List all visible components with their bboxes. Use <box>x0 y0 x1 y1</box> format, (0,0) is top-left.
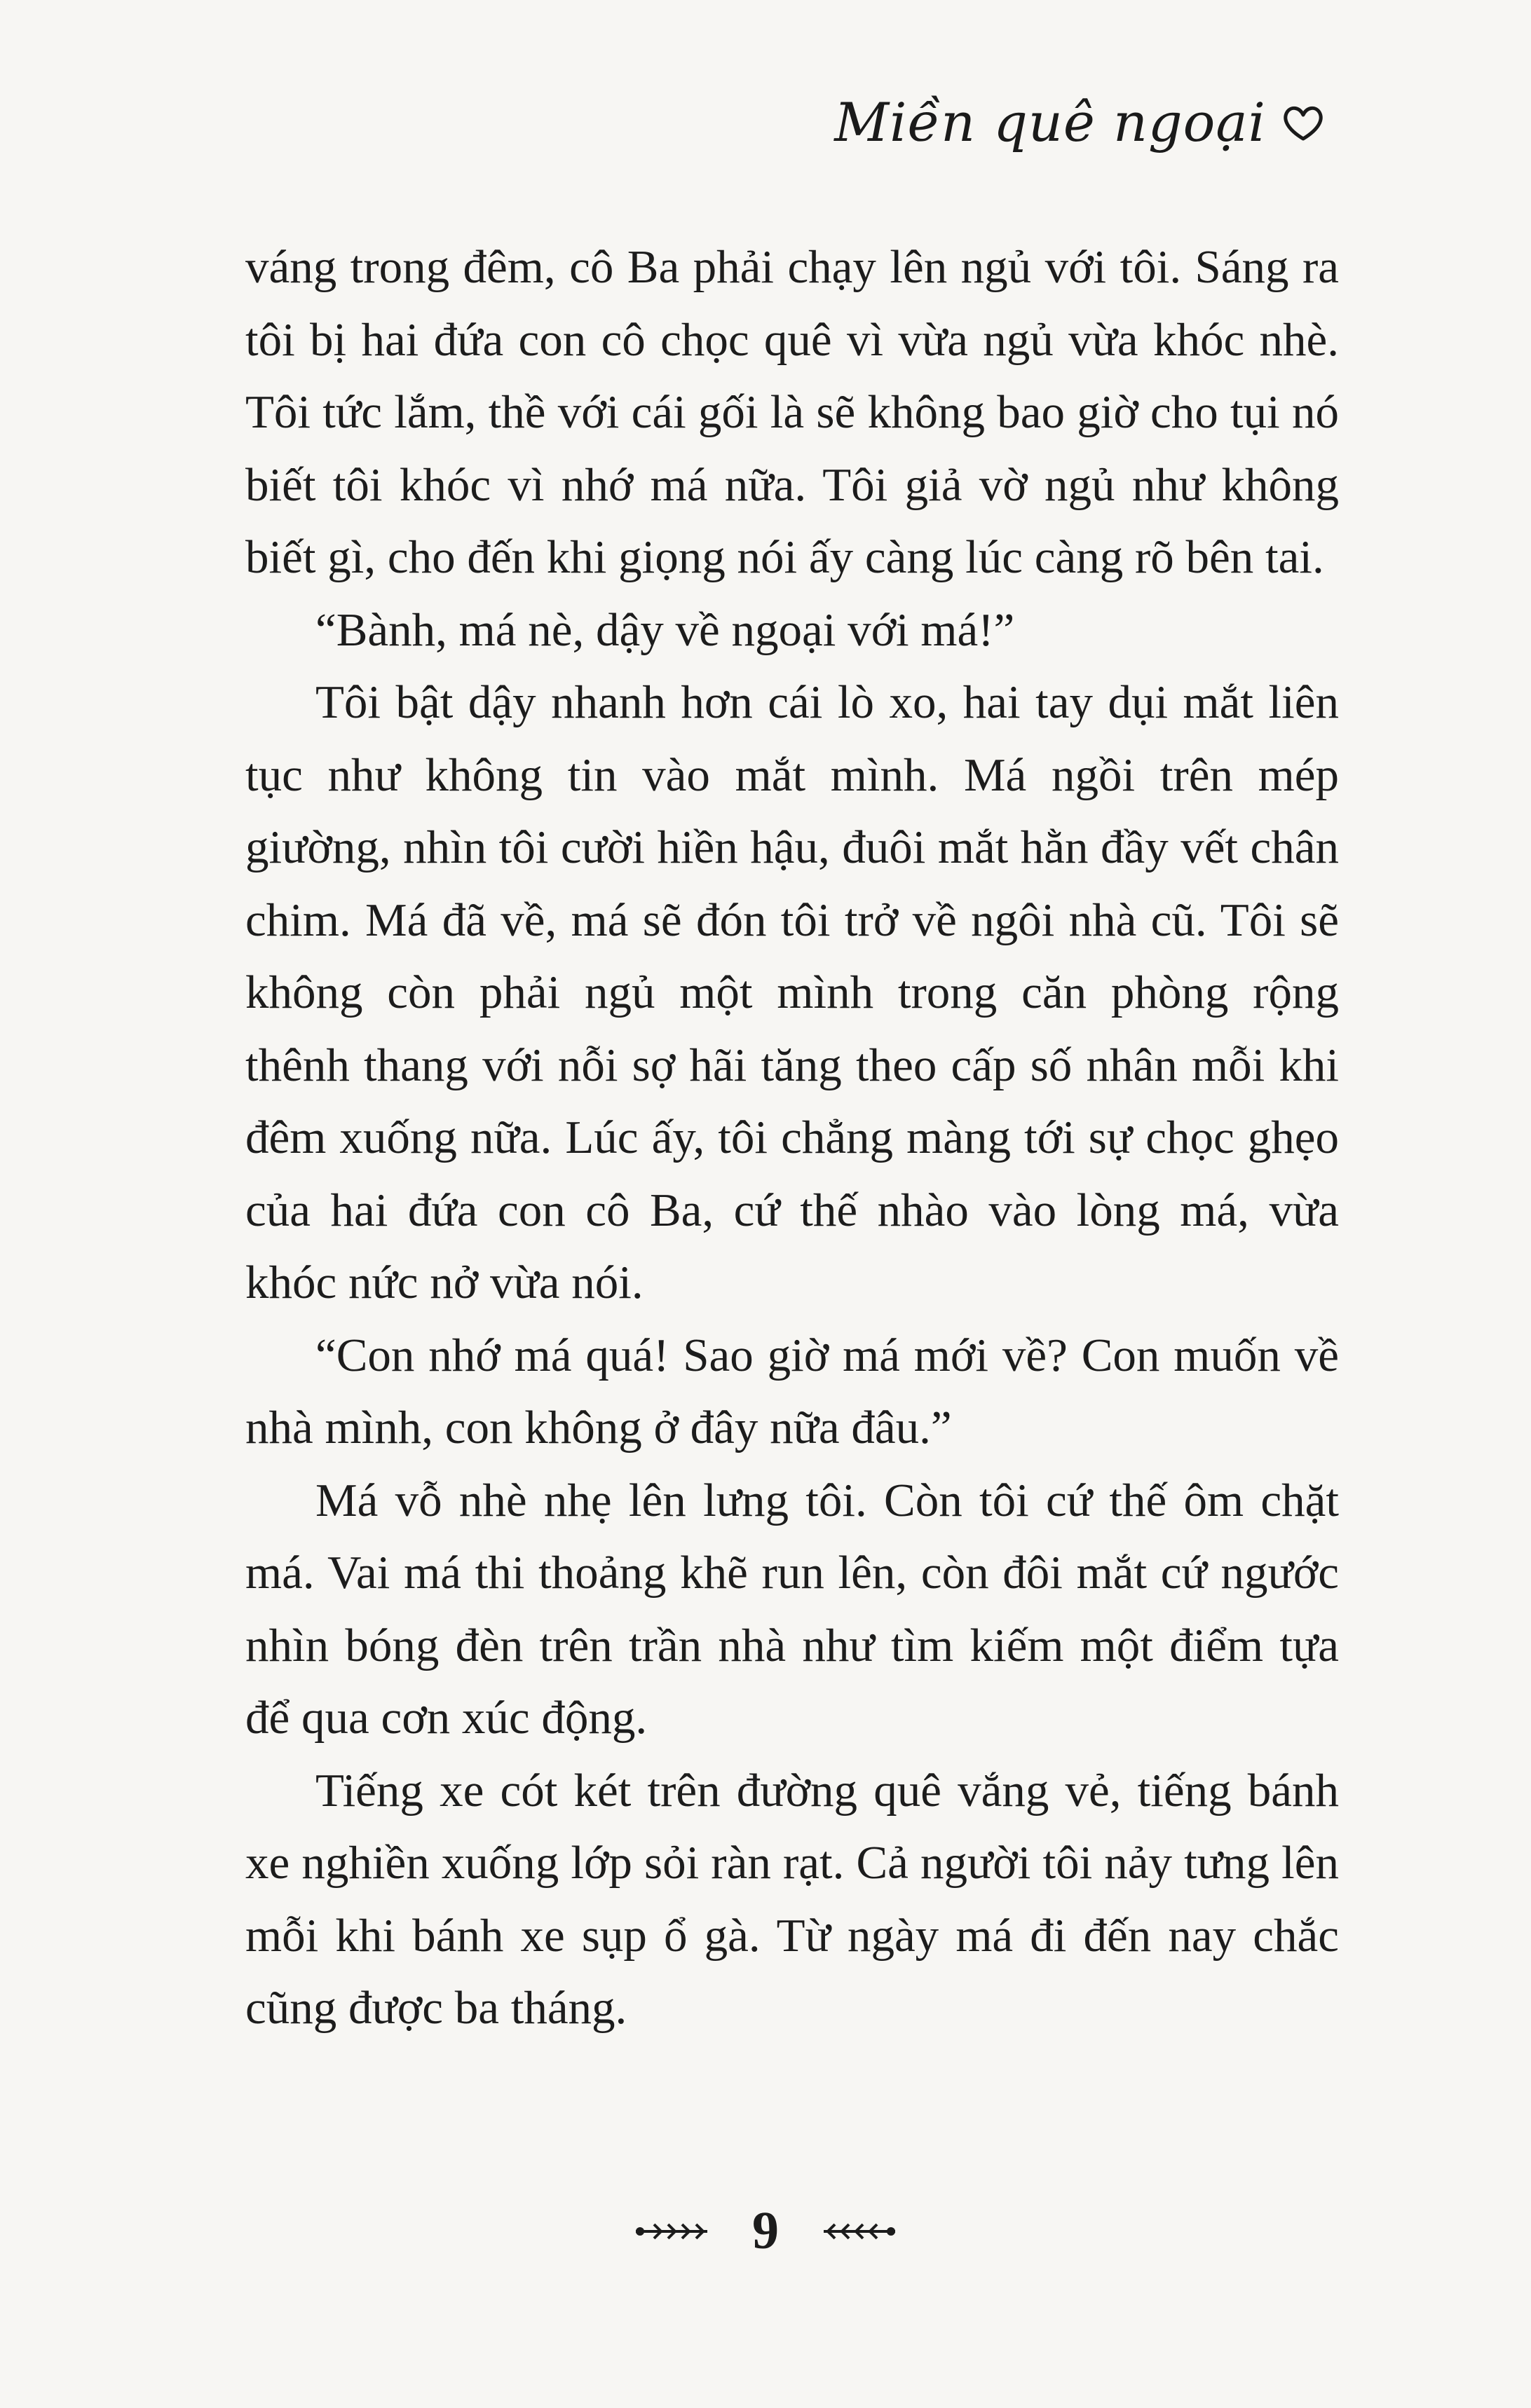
body-text <box>245 231 1339 2045</box>
heart-outline-icon <box>1279 98 1328 147</box>
running-title: Miền quê ngoại <box>834 91 1266 153</box>
paragraph: váng trong đêm, cô Ba phải chạy lên ngủ với tôi. Sáng ra tôi bị hai đứa con cô chọc quê vì vừa ngủ vừa khóc nhè. Tôi tức lắm, thề với cái gối là sẽ không bao giờ cho tụi nó biết tôi khóc vì nhớ má nữa. Tôi giả vờ ngủ như không biết gì, cho đến khi giọng nói ấy càng lúc càng rõ bên tai. <box>245 241 1339 583</box>
paragraph: Tiếng xe cót két trên đường quê vắng vẻ, tiếng bánh xe nghiền xuống lớp sỏi ràn rạt. Cả người tôi nảy tưng lên mỗi khi bánh xe sụp ổ gà. Từ ngày má đi đến nay chắc cũng được ba tháng. <box>245 1764 1339 2034</box>
page-footer <box>0 2201 1531 2262</box>
paragraph: Má vỗ nhè nhẹ lên lưng tôi. Còn tôi cứ thế ôm chặt má. Vai má thi thoảng khẽ run lên, còn đôi mắt cứ ngước nhìn bóng đèn trên trần nhà như tìm kiếm một điểm tựa để qua cơn xúc động. <box>245 1474 1339 1744</box>
paragraph: Tôi bật dậy nhanh hơn cái lò xo, hai tay dụi mắt liên tục như không tin vào mắt mình. Má ngồi trên mép giường, nhìn tôi cười hiền hậu, đuôi mắt hằn đầy vết chân chim. Má đã về, má sẽ đón tôi trở về ngôi nhà cũ. Tôi sẽ không còn phải ngủ một mình trong căn phòng rộng thênh thang với nỗi sợ hãi tăng theo cấp số nhân mỗi khi đêm xuống nữa. Lúc ấy, tôi chẳng màng tới sự chọc ghẹo của hai đứa con cô Ba, cứ thế nhào vào lòng má, vừa khóc nức nở vừa nói. <box>245 676 1339 1308</box>
paragraph: “Bành, má nè, dậy về ngoại với má!” <box>315 603 1015 656</box>
page-number: 9 <box>752 2201 779 2260</box>
running-header <box>834 91 1328 153</box>
left-ornament-icon <box>633 2221 710 2242</box>
paragraph: “Con nhớ má quá! Sao giờ má mới về? Con muốn về nhà mình, con không ở đây nữa đâu.” <box>245 1329 1339 1453</box>
right-ornament-icon <box>821 2221 898 2242</box>
